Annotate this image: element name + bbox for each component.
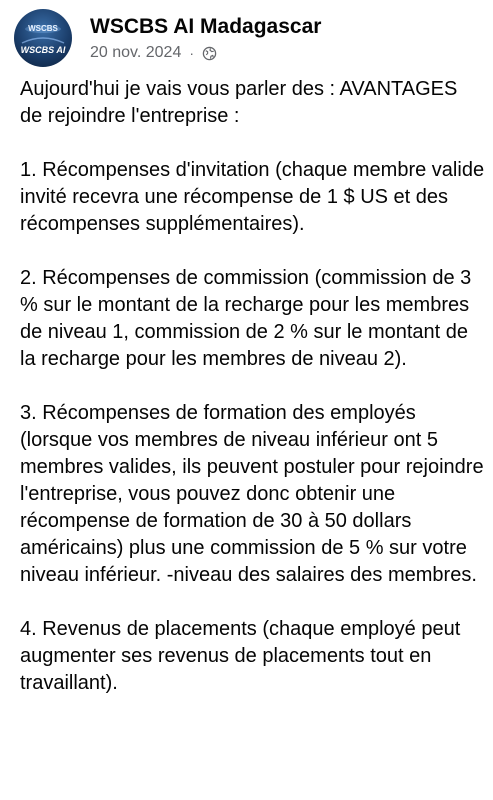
post-paragraph-1: 1. Récompenses d'invitation (chaque membre valide invité recevra une récompense de 1 $ US et des récompenses supplémentaires).	[20, 159, 485, 235]
svg-text:WSCBS: WSCBS	[28, 24, 58, 33]
avatar[interactable]	[14, 9, 72, 67]
globe-icon[interactable]	[202, 46, 217, 61]
post-header	[14, 9, 321, 67]
svg-text:WSCBS AI: WSCBS AI	[20, 45, 66, 55]
author-name[interactable]: WSCBS AI Madagascar	[90, 15, 322, 38]
post-paragraph-3: 3. Récompenses de formation des employés (lorsque vos membres de niveau inférieur ont 5 membres valides, ils peuvent postuler pour rejoindre l'entreprise, vous pouvez donc obtenir une récompense de formation de 30 à 50 dollars américains) plus une commission de 5 % sur votre niveau inférieur. -niveau des salaires des membres.	[20, 402, 484, 586]
meta-separator: ·	[189, 45, 195, 61]
post-body	[20, 76, 485, 697]
post-date[interactable]: 20 nov. 2024	[90, 44, 182, 61]
author-block	[90, 9, 321, 63]
post-paragraph-4: 4. Revenus de placements (chaque employé peut augmenter ses revenus de placements tout en travaillant).	[20, 618, 461, 694]
post-paragraph-2: 2. Récompenses de commission (commission de 3 % sur le montant de la recharge pour les membres de niveau 1, commission de 2 % sur le montant de la recharge pour les membres de niveau 2).	[20, 267, 472, 370]
avatar-logo	[14, 9, 72, 67]
post-paragraph-intro: Aujourd'hui je vais vous parler des : AVANTAGES de rejoindre l'entreprise :	[20, 78, 458, 127]
post-meta	[90, 43, 321, 63]
